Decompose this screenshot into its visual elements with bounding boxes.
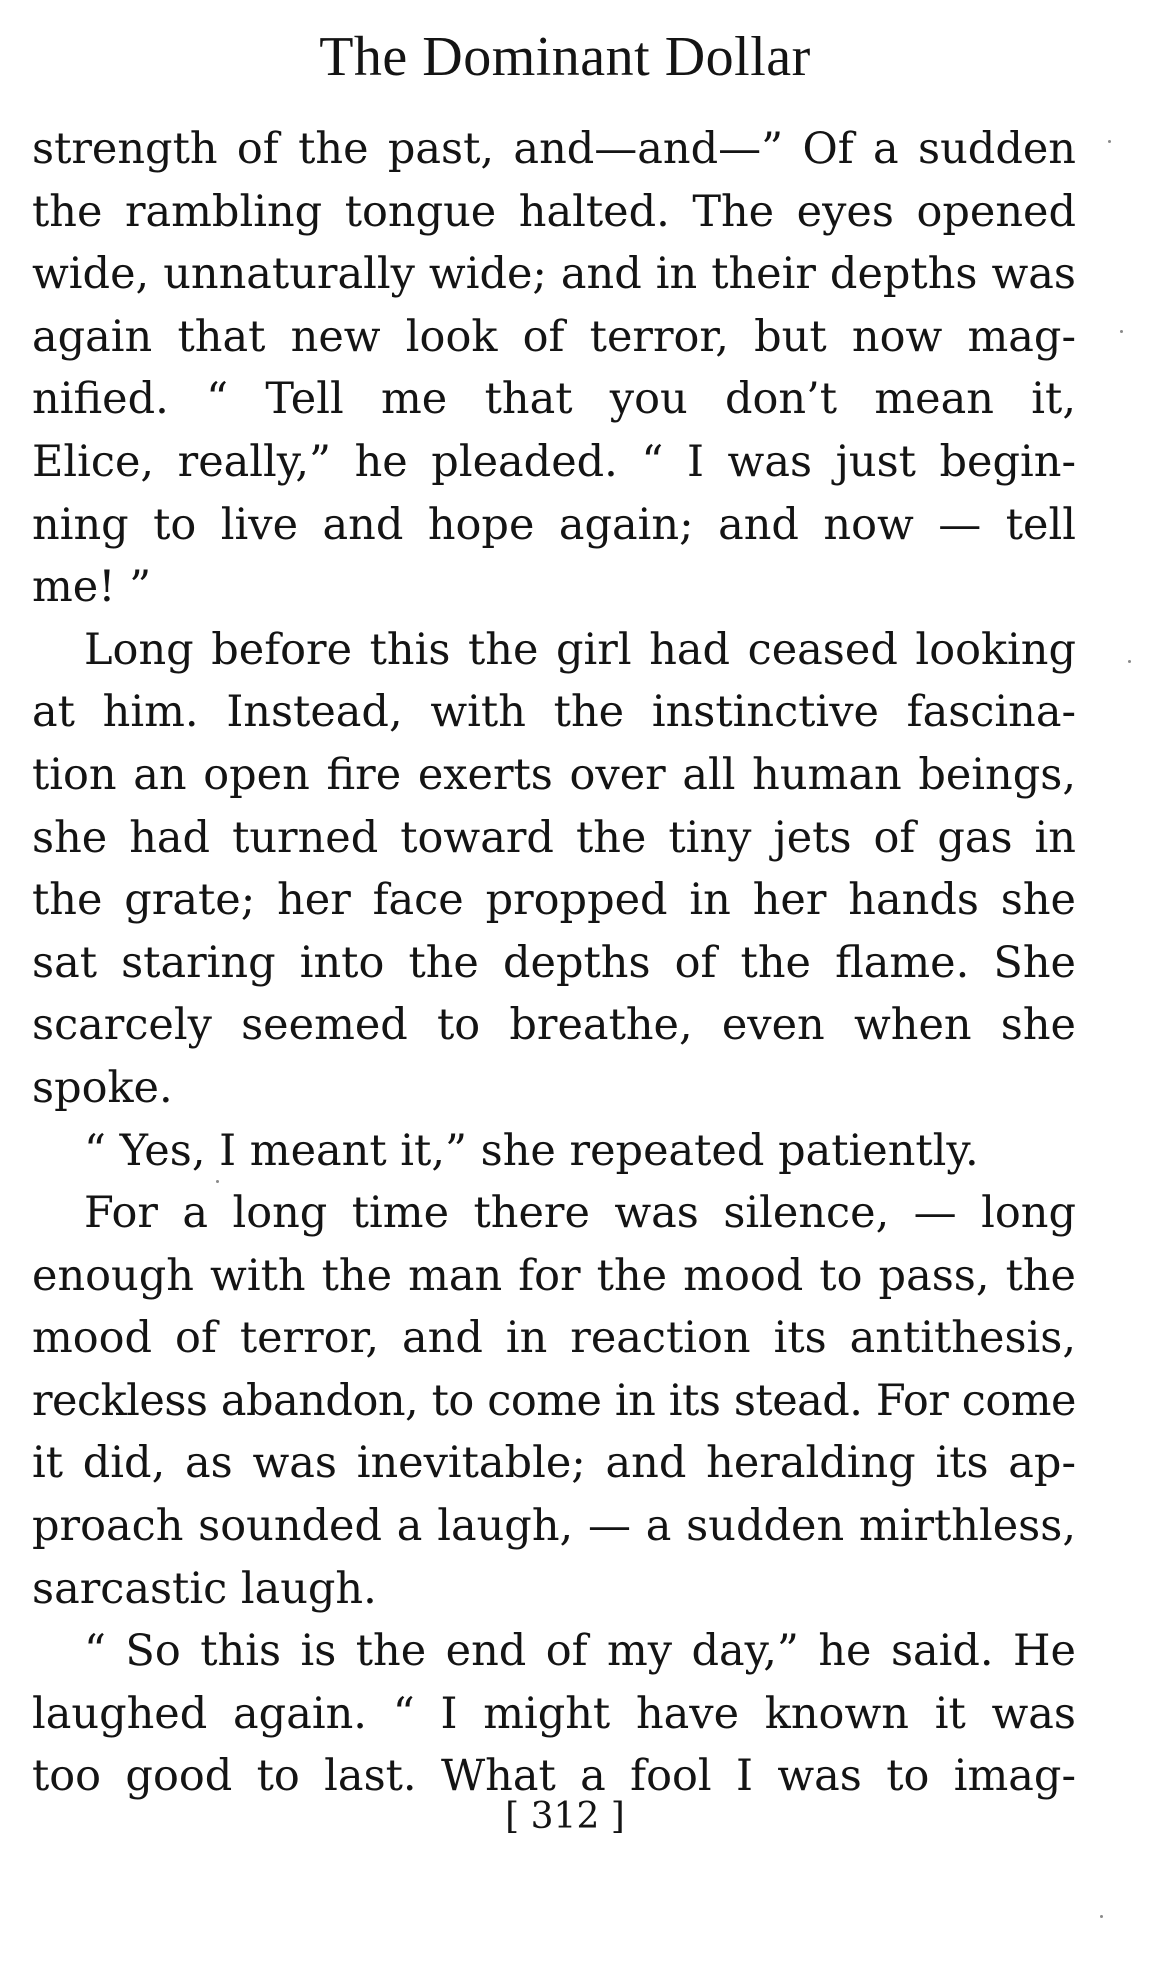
text-line: mood of terror, and in reaction its antithesis,: [32, 1313, 1076, 1364]
text-line: me! ”: [32, 562, 152, 613]
text-line: again that new look of terror, but now mag-: [32, 311, 1076, 362]
body-text: [32, 118, 1076, 1808]
paper-speck: [1120, 330, 1123, 333]
text-line: enough with the man for the mood to pass, the: [32, 1250, 1076, 1301]
text-line: the rambling tongue halted. The eyes opened: [32, 186, 1076, 237]
text-line: reckless abandon, to come in its stead. For come: [32, 1375, 1076, 1426]
paper-speck: [1100, 1915, 1103, 1918]
text-line: too good to last. What a fool I was to imag-: [32, 1751, 1076, 1802]
text-line: ning to live and hope again; and now — tell: [32, 499, 1076, 550]
paper-speck: [1108, 140, 1111, 143]
paper-speck: [216, 1180, 219, 1183]
text-line: wide, unnaturally wide; and in their depths was: [32, 249, 1076, 300]
text-line: it did, as was inevitable; and heralding its ap-: [32, 1438, 1076, 1489]
text-line: spoke.: [32, 1062, 173, 1113]
text-line: laughed again. “ I might have known it was: [32, 1688, 1076, 1739]
text-line: scarcely seemed to breathe, even when she: [32, 1000, 1076, 1051]
text-line: at him. Instead, with the instinctive fascina-: [32, 687, 1076, 738]
paper-speck: [1128, 660, 1131, 663]
text-line: “ Yes, I meant it,” she repeated patiently.: [84, 1125, 979, 1176]
text-line: “ So this is the end of my day,” he said. He: [84, 1626, 1076, 1677]
text-line: she had turned toward the tiny jets of gas in: [32, 812, 1076, 863]
text-line: tion an open fire exerts over all human beings,: [32, 749, 1076, 800]
text-line: sat staring into the depths of the flame. She: [32, 937, 1076, 988]
page-number: [ 312 ]: [505, 1796, 625, 1837]
text-line: strength of the past, and—and—” Of a sudden: [32, 124, 1076, 174]
text-line: proach sounded a laugh, — a sudden mirthless,: [32, 1501, 1076, 1552]
text-line: sarcastic laugh.: [32, 1563, 377, 1614]
text-line: the grate; her face propped in her hands she: [32, 875, 1076, 926]
text-line: nified. “ Tell me that you don’t mean it,: [32, 374, 1076, 425]
text-line: Elice, really,” he pleaded. “ I was just begin-: [32, 436, 1076, 487]
text-line: Long before this the girl had ceased looking: [84, 624, 1076, 675]
running-head-title: The Dominant Dollar: [319, 26, 811, 88]
text-line: For a long time there was silence, — long: [84, 1188, 1076, 1239]
